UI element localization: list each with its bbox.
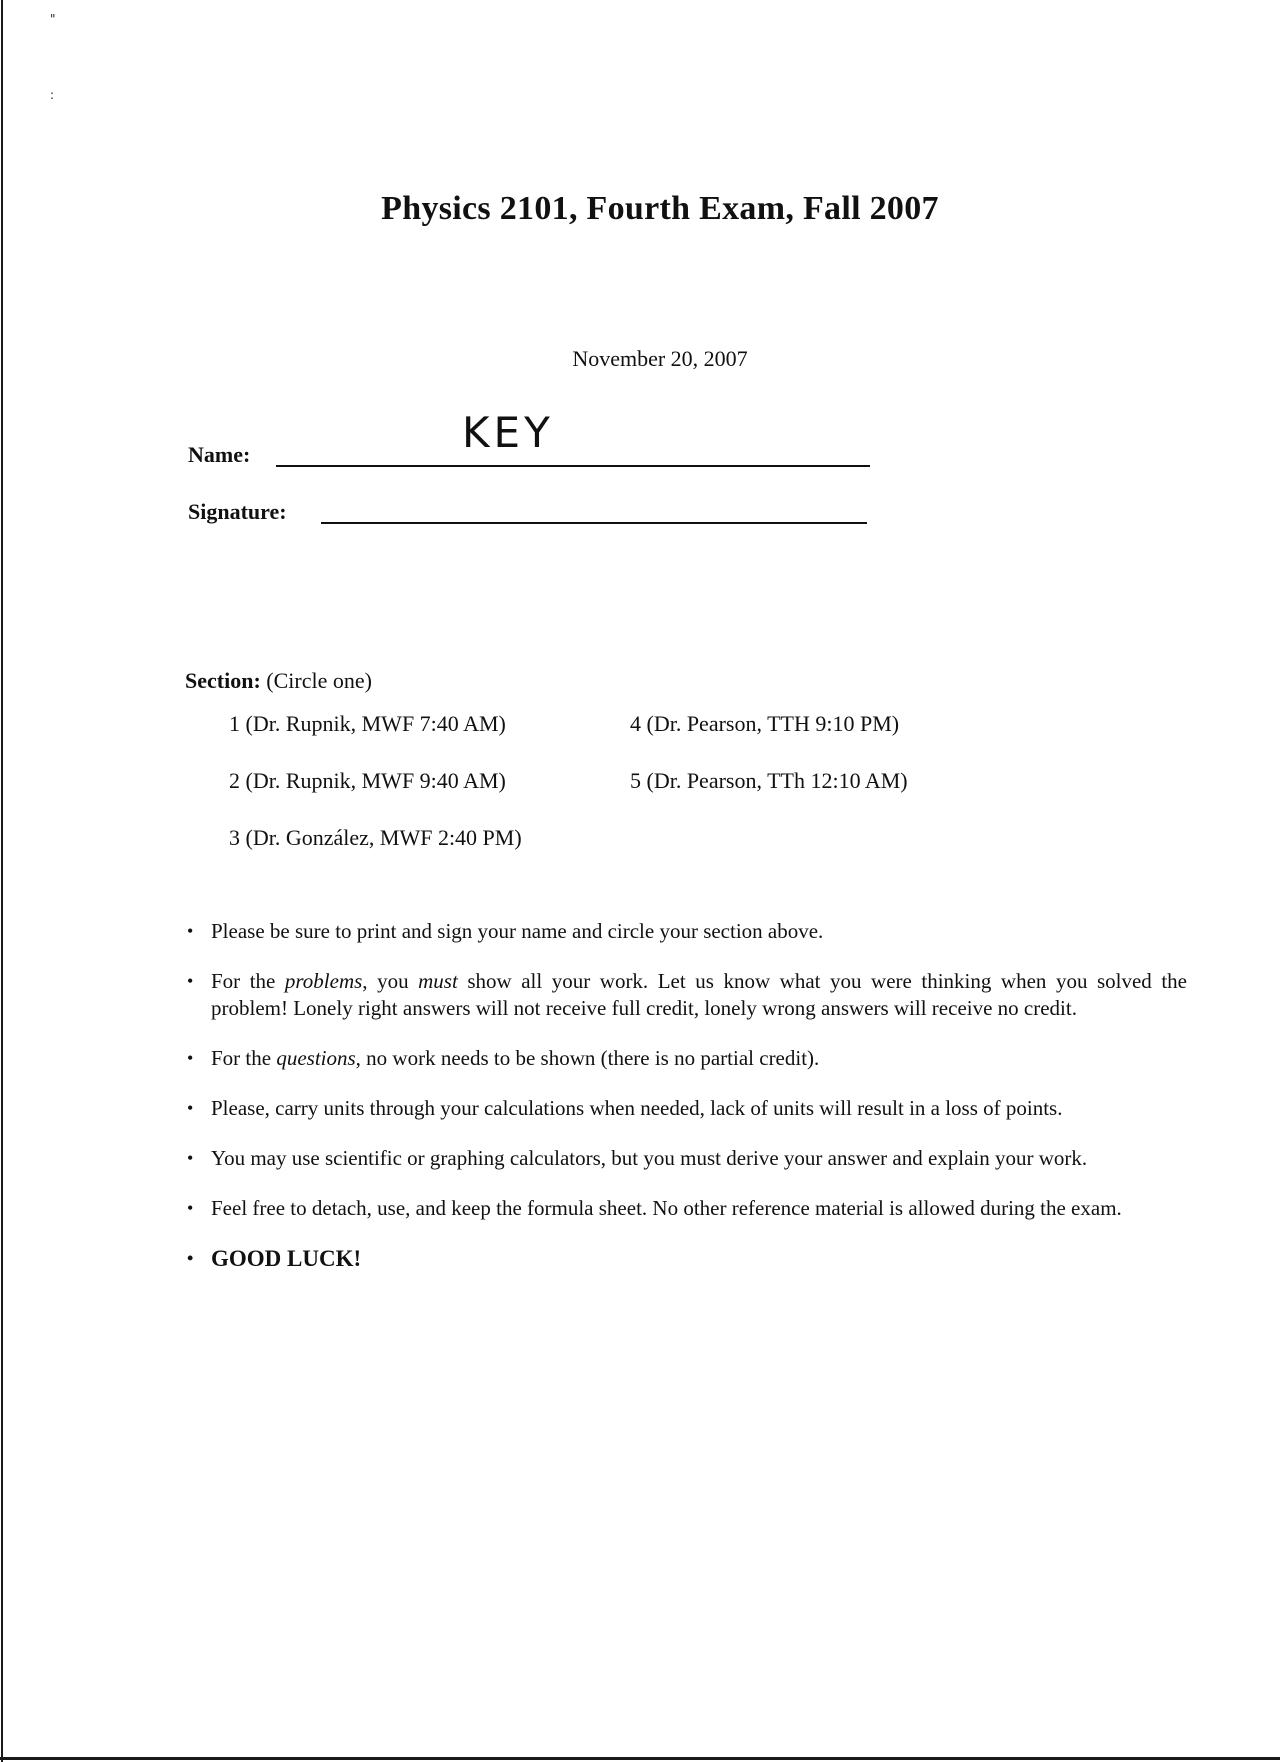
instruction-item [185, 968, 1187, 1022]
name-field-line[interactable] [276, 465, 870, 467]
signature-field-line[interactable] [321, 522, 867, 524]
bullet-icon: • [187, 1048, 194, 1068]
name-handwritten-value: KEY [462, 408, 554, 457]
scan-left-edge [1, 0, 3, 1762]
bullet-icon: • [187, 1148, 194, 1168]
section-option-5[interactable]: 5 (Dr. Pearson, TTh 12:10 AM) [630, 768, 908, 793]
instruction-item [185, 1195, 1187, 1222]
instruction-item [185, 1045, 1187, 1072]
instruction-item [185, 918, 1187, 945]
bullet-icon: • [187, 1198, 194, 1218]
section-label: Section: [185, 668, 261, 693]
instruction-text: You may use scientific or graphing calculators, but you must derive your answer and explain your work. [211, 1146, 1088, 1170]
instruction-text-part: For the [211, 969, 285, 993]
exam-date: November 20, 2007 [572, 346, 748, 371]
instruction-emphasis: problems [284, 969, 363, 993]
instruction-item-good-luck [185, 1245, 1187, 1272]
exam-title: Physics 2101, Fourth Exam, Fall 2007 [381, 190, 939, 227]
name-label: Name: [188, 442, 251, 467]
bullet-icon: • [187, 1248, 194, 1268]
good-luck-text: GOOD LUCK! [211, 1246, 362, 1271]
section-note: (Circle one) [266, 668, 372, 693]
bullet-icon: • [187, 1098, 194, 1118]
instruction-text: Please, carry units through your calculations when needed, lack of units will result in a loss of points. [211, 1096, 1063, 1120]
section-option-2[interactable]: 2 (Dr. Rupnik, MWF 9:40 AM) [229, 768, 506, 793]
instructions-list [185, 918, 1187, 1295]
instruction-text: Feel free to detach, use, and keep the formula sheet. No other reference material is allowed during the exam. [211, 1196, 1122, 1220]
instruction-item [185, 1145, 1187, 1172]
signature-label: Signature: [188, 499, 287, 524]
instruction-emphasis: must [418, 969, 458, 993]
instruction-text-part: , you [362, 969, 419, 993]
section-option-3[interactable]: 3 (Dr. González, MWF 2:40 PM) [229, 825, 522, 850]
section-option-1[interactable]: 1 (Dr. Rupnik, MWF 7:40 AM) [229, 711, 506, 736]
section-option-4[interactable]: 4 (Dr. Pearson, TTH 9:10 PM) [630, 711, 900, 736]
bullet-icon: • [187, 971, 194, 991]
instruction-item [185, 1095, 1187, 1122]
instruction-emphasis: questions [276, 1046, 356, 1070]
scan-bottom-edge [0, 1757, 1280, 1760]
scan-speck: : [50, 88, 55, 102]
instruction-text-part: For the [211, 1046, 277, 1070]
section-heading [185, 668, 372, 694]
instruction-text-part: show all your work. Let us know what you were thinking when you solved the problem! Lonely right answers will not receive full credit, lonely wrong answers will receive no credit. [211, 969, 1187, 1020]
bullet-icon: • [187, 921, 194, 941]
scan-speck: " [50, 12, 56, 26]
instruction-text: Please be sure to print and sign your name and circle your section above. [211, 919, 824, 943]
instruction-text-part: , no work needs to be shown (there is no partial credit). [355, 1046, 820, 1070]
